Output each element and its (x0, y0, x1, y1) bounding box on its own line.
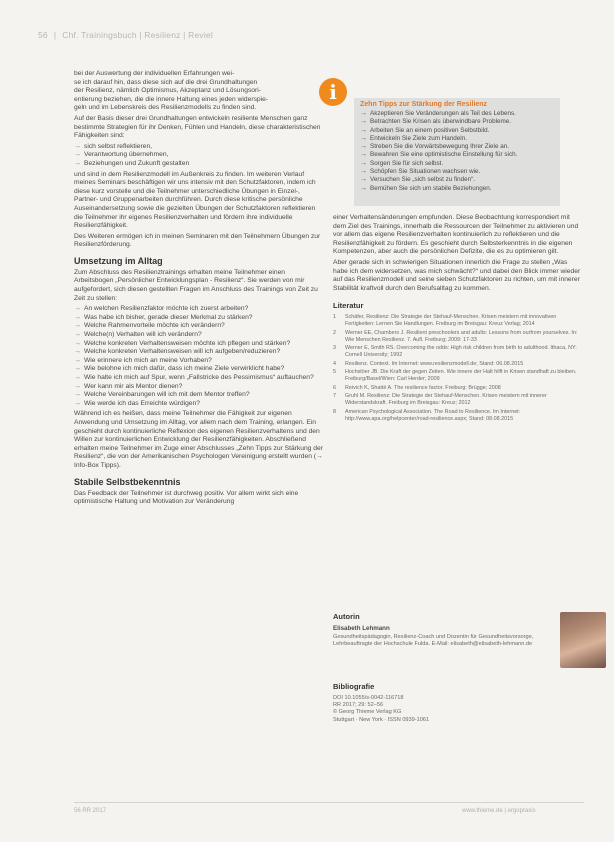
list-item: → Wie belohne ich mich dafür, dass ich meine Ziele verwirklicht habe? (74, 365, 324, 374)
reference-item (333, 385, 583, 392)
list-item: → Was habe ich bisher, gerade dieser Merkmal zu stärken? (74, 314, 324, 323)
reference-item (333, 361, 583, 368)
running-head: 56 | Chf. Trainingsbuch | Resilienz | Reviel (38, 30, 213, 40)
right-column (333, 214, 583, 424)
list-item: → Wie halte ich mich auf Spur, wenn „Fallstricke des Pessimismus“ auftauchen? (74, 374, 324, 383)
list-item: → Welche konkreten Verhaltensweisen will ich aufgeben/reduzieren? (74, 348, 324, 357)
reference-text: Schäfer, Resilienz: Die Strategie der Stehauf-Menschen. Krisen meistern mit innovativen Fertigkeiten: Lernen Sie Handlungen. Freiburg im Breisgau: Kreuz Verlag; 2014 (345, 314, 557, 328)
paragraph-schutzfaktoren: und sind in dem Resilienzmodell im Außenkreis zu finden. Im weiteren Verlauf meines Seminars beschäftigen wir uns intensiv mit den Schutzfaktoren, indem ich diese kurz vorstelle und die Teilnehmer unterschiedliche Übungen in Einzel-, Partner- und Gruppenarbeiten durchführen. Durch diese kritische persönliche Auseinandersetzung sowie die gezielten Übungen der Schutzfaktoren reflektieren die Teilnehmer ihr eigenes Resilienzverhalten und fördern ihre individuelle Resilienzfähigkeit. (74, 170, 316, 230)
paragraph-entwicklungsplan: Zum Abschluss des Resilienztrainings erhalten meine Teilnehmer einen Arbeitsbogen „Persönlicher Entwicklungsplan - Resilienz“. Sie werden von mir aufgefordert, sich diesen gestellten Fragen im Anschluss des Trainings von Zeit zu Zeit zu stellen: (74, 268, 318, 302)
reference-text: American Psychological Association. The Road to Resilience. Im Internet: http://www.apa.org/helpcenter/road-resilience.aspx; Stand: 08.08.2015 (345, 408, 521, 422)
references-heading: Literatur (333, 301, 364, 311)
running-head-section: Chf. Trainingsbuch | Resilienz | Reviel (62, 30, 213, 40)
reference-number: 6 (333, 384, 336, 391)
section-heading-umsetzung: Umsetzung im Alltag (74, 255, 163, 266)
paragraph-grundhaltungen: Auf der Basis dieser drei Grundhaltungen entwickeln resiliente Menschen ganz bestimmte Strategien für ihr Denken, Fühlen und Handeln, diese charakteristischen Fähigkeiten sind: (74, 114, 321, 140)
reference-item (333, 393, 583, 407)
list-item: → Wie werde ich das Erreichte würdigen? (74, 400, 324, 409)
paragraph-uebungen: Des Weiteren ermögen ich in meinen Seminaren mit den Teilnehmern Übungen zur Resilienzförderung. (74, 232, 321, 249)
tip-item: → Akzeptieren Sie Veränderungen als Teil des Lebens. (360, 110, 554, 118)
tip-item: → Bemühen Sie sich um stabile Beziehungen. (360, 185, 554, 193)
list-item: → Welche konkreten Verhaltensweisen möchte ich pflegen und stärken? (74, 340, 324, 349)
reference-text: Werner EE, Chambers J. Resilient preschoolers and adults: Lessons from ourfrom yourselves. In: Wie Menschen Resilienz. 7. Aufl. Freiburg; 2009: 17-33 (345, 329, 578, 343)
bibliography-line: © Georg Thieme Verlag KG (333, 709, 402, 716)
reference-number: 7 (333, 393, 336, 400)
questions-list (74, 305, 324, 408)
abilities-list (74, 143, 324, 169)
tip-item: → Bewahren Sie eine optimistische Einstellung für sich. (360, 151, 554, 159)
reference-number: 4 (333, 360, 336, 367)
tips-list (360, 110, 554, 193)
bibliography-line: DOI 10.1055/s-0042-116718 (333, 695, 404, 701)
paragraph-feedback: Das Feedback der Teilnehmer ist durchweg positiv. Vor allem wirkt sich eine optimistische Haltung und Motivation zur Veränderung (74, 489, 299, 506)
footer-left: 56 RR 2017 (74, 808, 107, 814)
reference-item (333, 409, 583, 423)
paragraph-stabilitaet: Aber gerade sich in schwierigen Situationen innerlich die Frage zu stellen „Was habe ich dem widersetzen, was mich schwächt?“ und dabei den Blick immer wieder auf das Resilienzmodell und seine sieben Schutzfaktoren zu richten, um mit innerer Stabilität kraftvoll durch den Berufsalltag zu kommen. (333, 258, 581, 292)
tip-item: → Sorgen Sie für sich selbst. (360, 160, 554, 168)
bibliography-line: RR 2017; 29: 52–56 (333, 702, 384, 709)
footer-divider (74, 802, 584, 803)
author-photo (560, 612, 606, 668)
bibliography-heading: Bibliografie (333, 682, 375, 691)
intro-line: bei der Auswertung der individuellen Erfahrungen wei- (74, 70, 235, 77)
list-item: → Welche(n) Verhalten will ich verändern? (74, 331, 324, 340)
author-description: Gesundheitspädagogin, Resilienz-Coach und Dozentin für Gesundheitsvorsorge, Lehrbeauftragte der Hochschule Fulda. E-Mail: elisabeth@elisabeth-lehmann.de (333, 633, 534, 647)
paragraph-verhaltensaenderung: einer Verhaltensänderungen empfunden. Diese Beobachtung korrespondiert mit dem Ziel des Trainings, innerhalb die Ressourcen der Teilnehmer zu aktivieren und vor allem das eigene Resilienzverhalten kontinuierlich zu reflektieren und die Resilienzfähigkeit zu fördern. Es geschieht durch Selbsterkenntnis in die eigenen Kompetenzen, aber auch die persönlichen Defizite, die es zu optimieren gilt. (333, 214, 579, 256)
list-item: → An welchen Resilienzfaktor möchte ich zuerst arbeiten? (74, 305, 324, 314)
intro-line: entierung beziehen, die die innere Haltung eines jeden widerspie- (74, 95, 269, 103)
reference-text: Reivich K, Shatté A. The resilience factor. Freiburg: Brügge; 2008 (345, 384, 501, 391)
section-heading-selbstbekenntnis: Stabile Selbstbekenntnis (74, 476, 181, 487)
reference-number: 5 (333, 369, 336, 376)
page-number: 56 (38, 30, 48, 40)
tip-item: → Entwickeln Sie Ziele zum Handeln. (360, 135, 554, 143)
reference-text: Werner E, Smith RS. Overcoming the odds: High risk children from birth to adulthood. Ithaca, NY: Cornell University; 1992 (345, 345, 577, 359)
left-column (74, 70, 324, 509)
tip-item: → Streben Sie die Vorwärtsbewegung Ihrer Ziele an. (360, 143, 554, 151)
references-list (333, 314, 583, 423)
reference-item (333, 369, 583, 383)
reference-number: 1 (333, 314, 336, 321)
reference-number: 2 (333, 329, 336, 336)
list-item: → sich selbst reflektieren, (74, 143, 324, 152)
list-item: → Wie erinnere ich mich an meine Vorhaben? (74, 357, 324, 366)
reference-text: Hochstöer JB. Die Kraft der gegen Zeiten. Wie innere der Halt hilft in Krisen standhaft zu bleiben. Freiburg/Basel/Wien: Carl Herder; 2009 (345, 369, 577, 383)
reference-number: 8 (333, 408, 336, 415)
bibliography-line: Stuttgart · New York · ISSN 0939-1061 (333, 716, 430, 723)
info-icon: i (319, 78, 347, 106)
list-item: → Welche Vereinbarungen will ich mit dem Mentor treffen? (74, 391, 324, 400)
tip-item: → Betrachten Sie Krisen als überwindbare Probleme. (360, 118, 554, 126)
author-heading: Autorin (333, 612, 360, 621)
author-name: Elisabeth Lehmann (333, 625, 390, 632)
tip-item: → Schöpfen Sie Situationen wachsen wie. (360, 168, 554, 176)
list-item: → Beziehungen und Zukunft gestalten (74, 160, 324, 169)
info-box-title: Zehn Tipps zur Stärkung der Resilienz (360, 101, 488, 108)
intro-line: der Resilienz, nämlich Optimismus, Akzeptanz und Lösungsori- (74, 87, 261, 95)
intro-line: se ich darauf hin, dass diese sich auf die drei Grundhaltungen (74, 78, 258, 86)
tip-item: → Arbeiten Sie an einem positiven Selbstbild. (360, 127, 554, 135)
list-item: → Wer kann mir als Mentor dienen? (74, 383, 324, 392)
tip-item: → Versuchen Sie „sich selbst zu finden“. (360, 176, 554, 184)
intro-paragraph (74, 70, 324, 113)
reference-item (333, 314, 583, 328)
info-box-tipps (354, 98, 560, 206)
reference-text: Gruhl M. Resilienz: Die Strategie der Stehauf-Menschen. Krisen meistern mit innerer Widerstandskraft. Freiburg im Breisgau: Kreuz; 2012 (345, 393, 547, 407)
bibliography-section (333, 674, 533, 724)
reference-item (333, 345, 583, 359)
references-section (333, 301, 583, 423)
reference-number: 3 (333, 345, 336, 352)
list-item: → Welche Rahmenvorteile möchte ich verändern? (74, 322, 324, 331)
reference-text: Resilienz. Context. Im Internet: www.resilienzmodell.de; Stand: 06.08.2015 (345, 360, 524, 367)
paragraph-abschluss: Während ich es heißen, dass meine Teilnehmer die Fähigkeit zur eigenen Anwendung und Umsetzung im Alltag, vor allem nach dem Training, erlangen. Ein geschieht durch kontinuierliche Reflexion des eigenen Resilienzverhaltens und den Willen zur kontinuierlichen Entwicklung der Resilienzfähigkeiten. Abschließend erhalten meine Teilnehmer im Zuge einer Abschlusses „Zehn Tipps zur Stärkung der Resilienz“, die von der Amerikanischen Psychologen Vereinigung erstellt wurden (→ Info-Box Tipps). (74, 410, 323, 469)
footer-right: www.thieme.de | ergopraxis (462, 808, 536, 814)
reference-item (333, 330, 583, 344)
author-section (333, 604, 583, 648)
intro-line: geln und im Lebenskreis des Resilienzmodells zu finden sind. (74, 104, 257, 112)
list-item: → Verantwortung übernehmen, (74, 151, 324, 160)
